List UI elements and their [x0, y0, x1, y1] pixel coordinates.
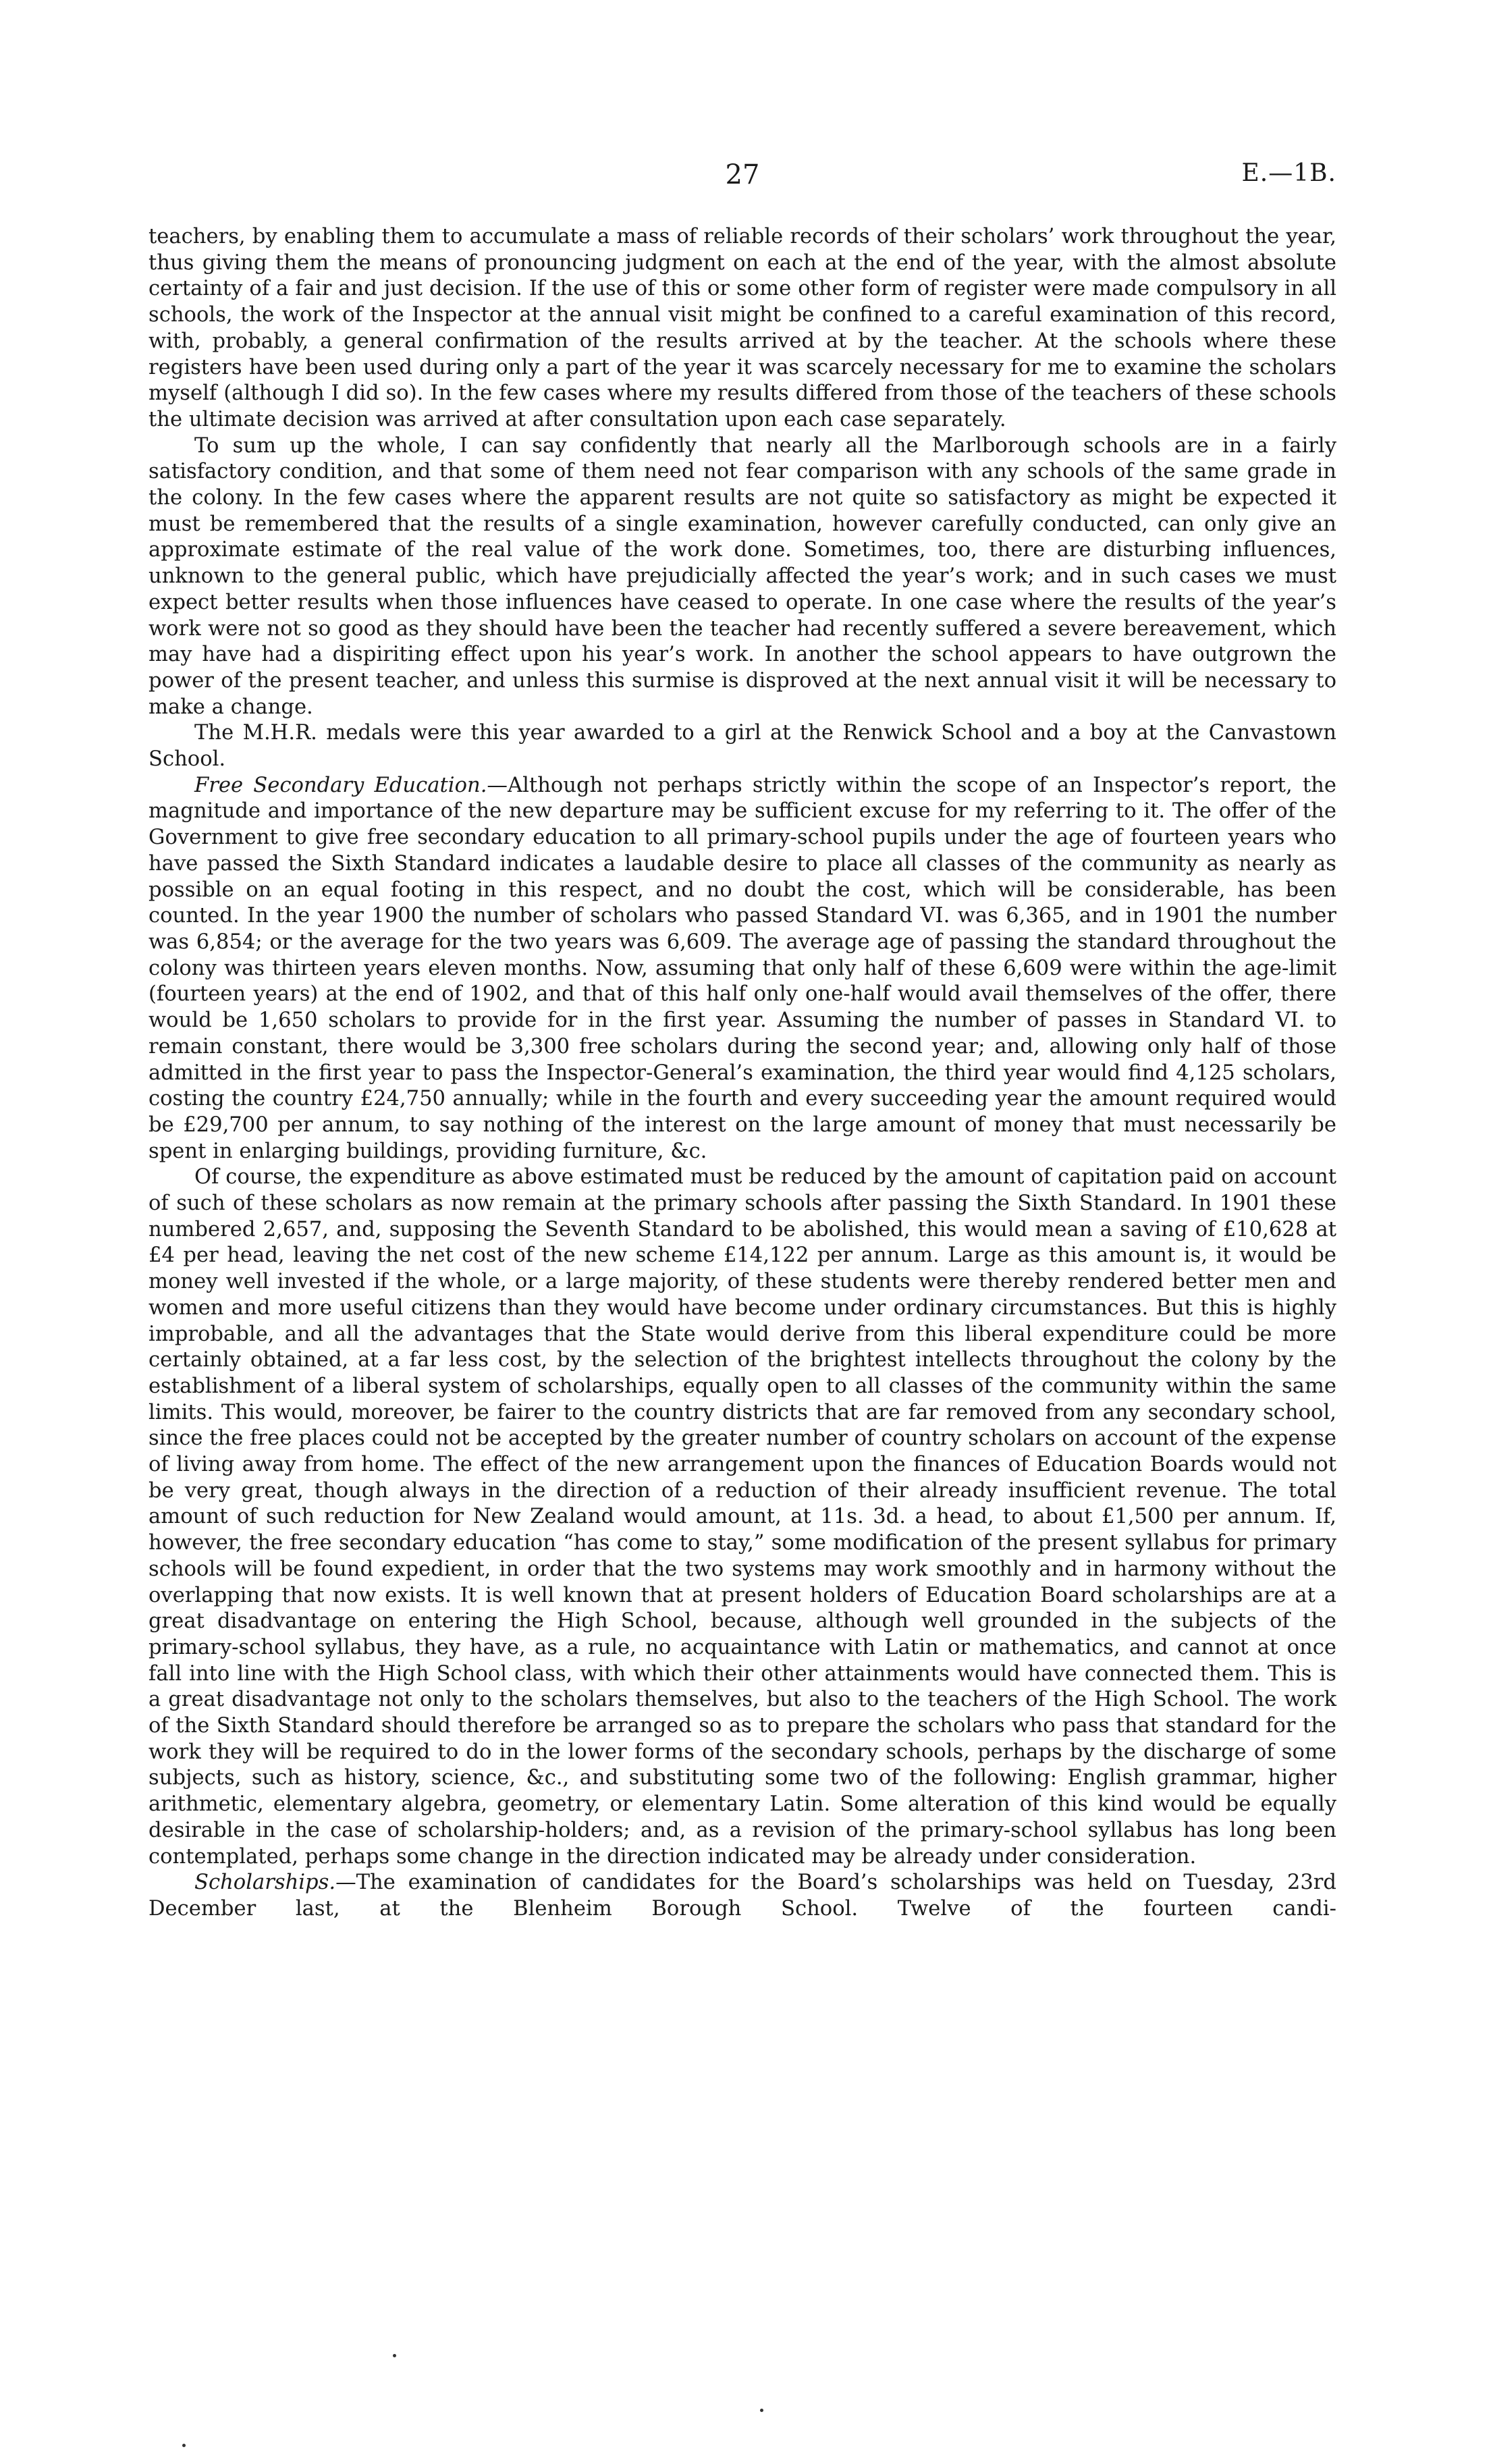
page-number: 27 — [725, 159, 760, 190]
paragraph-text: Of course, the expenditure as above estimated must be reduced by the amount of capitation paid on account of such of these scholars as now remain at the primary schools after passing the Sixth Standard. In 1901 these numbered 2,657, and, supposing the Seventh Standard to be abolished, this would mean a saving of £10,628 at £4 per head, leaving the net cost of the new scheme £14,122 per annum. Large as this amount is, it would be money well invested if the whole, or a large majority, of these students were thereby rendered better men and women and more useful citizens than they would have become under ordinary circumstances. But this is highly improbable, and all the advantages that the State would derive from this liberal expenditure could be more certainly obtained, at a far less cost, by the selection of the brightest intellects throughout the colony by the establishment of a liberal system of scholarships, equally open to all classes of the community within the same limits. This would, moreover, be fairer to the country districts that are far removed from any secondary school, since the free places could not be accepted by the greater number of country scholars on account of the expense of living away from home. The effect of the new arrangement upon the finances of Education Boards would not be very great, though always in the direction of a reduction of their already insufficient revenue. The total amount of such reduction for New Zealand would amount, at 11s. 3d. a head, to about £1,500 per annum. If, however, the free secondary education “has come to stay,” some modification of the present syllabus for primary schools will be found expedient, in order that the two systems may work smoothly and in harmony without the overlapping that now exists. It is well known that at present holders of Education Board scholarships are at a great disadvantage on entering the High School, because, although well grounded in the subjects of the primary-school syllabus, they have, as a rule, no acquaintance with Latin or mathematics, and cannot at once fall into line with the High School class, with which their other attainments would have connected them. This is a great disadvantage not only to the scholars themselves, but also to the teachers of the High School. The work of the Sixth Standard should therefore be arranged so as to prepare the scholars who pass that standard for the work they will be required to do in the lower forms of the secondary schools, perhaps by the discharge of some subjects, such as history, science, &c., and substituting some two of the following: English grammar, higher arithmetic, elementary algebra, geometry, or elementary Latin. Some alteration of this kind would be equally desirable in the case of scholarship-holders; and, as a revision of the primary-school syllabus has long been contemplated, perhaps some change in the direction indicated may be already under consideration. — [148, 1165, 1336, 1869]
page-header — [148, 159, 1336, 200]
paragraph-medals — [148, 720, 1336, 772]
scan-speck — [760, 2409, 763, 2412]
paragraph-text: —Although not perhaps strictly within the scope of an Inspector’s report, the magnitude and importance of the new departure may be sufficient excuse for my referring to it. The offer of the Government to give free secondary education to all primary-school pupils under the age of fourteen years who have passed the Sixth Standard indicates a laudable desire to place all classes of the community as nearly as possible on an equal footing in this respect, and no doubt the cost, which will be considerable, has been counted. In the year 1900 the number of scholars who passed Standard VI. was 6,365, and in 1901 the number was 6,854; or the average for the two years was 6,609. The average age of passing the standard throughout the colony was thirteen years eleven months. Now, assuming that only half of these 6,609 were within the age-limit (fourteen years) at the end of 1902, and that of this half only one-half would avail themselves of the offer, there would be 1,650 scholars to provide for in the first year. Assuming the number of passes in Standard VI. to remain constant, there would be 3,300 free scholars during the second year; and, allowing only half of those admitted in the first year to pass the Inspector-General’s examination, the third year would find 4,125 scholars, costing the country £24,750 annually; while in the fourth and every succeeding year the amount required would be £29,700 per annum, to say nothing of the interest on the large amount of money that must necessarily be spent in enlarging buildings, providing furniture, &c. — [148, 773, 1336, 1163]
body-text — [148, 224, 1336, 1923]
scan-speck — [393, 2354, 396, 2357]
paragraph-scholarships — [148, 1870, 1336, 1922]
scan-speck — [182, 2444, 186, 2447]
paragraph-expenditure — [148, 1164, 1336, 1870]
paragraph-text: To sum up the whole, I can say confidently that nearly all the Marlborough schools are in a fairly satisfactory condition, and that some of them need not fear comparison with any schools of the same grade in the colony. In the few cases where the apparent results are not quite so satisfactory as might be expected it must be remembered that the results of a single examination, however carefully conducted, can only give an approximate estimate of the real value of the work done. Sometimes, too, there are disturbing influences, unknown to the general public, which have prejudicially affected the year’s work; and in such cases we must expect better results when those influences have ceased to operate. In one case where the results of the year’s work were not so good as they should have been the teacher had recently suffered a severe bereavement, which may have had a dispiriting effect upon his year’s work. In another the school appears to have outgrown the power of the present teacher, and unless this surmise is disproved at the next annual visit it will be necessary to make a change. — [148, 433, 1336, 719]
section-heading-scholarships: Scholarships. — [194, 1871, 336, 1895]
paragraph-text: teachers, by enabling them to accumulate a mass of reliable records of their scholars’ work throughout the year, thus giving them the means of pronouncing judgment on each at the end of the year, with the almost absolute certainty of a fair and just decision. If the use of this or some other form of register were made compulsory in all schools, the work of the Inspector at the annual visit might be confined to a careful examination of this record, with, probably, a general confirmation of the results arrived at by the teacher. At the schools where these registers have been used during only a part of the year it was scarcely necessary for me to examine the scholars myself (although I did so). In the few cases where my results differed from those of the teachers of these schools the ultimate decision was arrived at after consultation upon each case separately. — [148, 225, 1336, 431]
document-reference: E.—1B. — [1241, 159, 1336, 187]
section-heading-free-secondary-education: Free Secondary Education. — [194, 773, 487, 797]
paragraph-continued-teachers-records — [148, 224, 1336, 433]
paragraph-summary — [148, 433, 1336, 721]
paragraph-text: —The examination of candidates for the Board’s scholarships was held on Tuesday, 23rd December last, at the Blenheim Borough School. Twelve of the fourteen candi- — [148, 1871, 1336, 1921]
paragraph-free-secondary-education — [148, 773, 1336, 1165]
paragraph-text: The M.H.R. medals were this year awarded to a girl at the Renwick School and a boy at the Canvastown School. — [148, 721, 1336, 772]
